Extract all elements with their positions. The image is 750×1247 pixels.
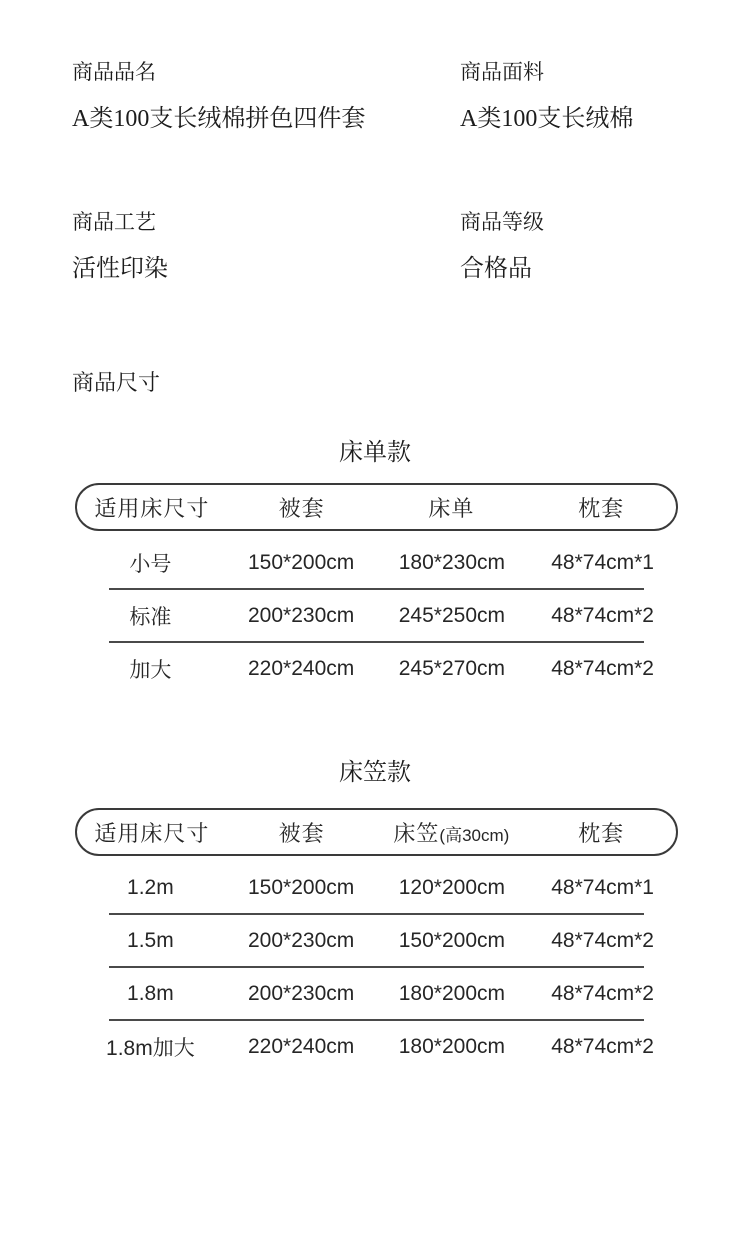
bed-sheet-table-title: 床单款	[339, 440, 411, 466]
bed-sheet-spec-table	[75, 483, 678, 694]
product-grade-field	[460, 212, 750, 282]
table-row	[75, 643, 678, 694]
table-cell: 120*200cm	[398, 875, 505, 899]
header-cell-bed-size: 适用床尺寸	[94, 495, 210, 521]
table-cell: 1.5m	[127, 928, 174, 952]
header-height-note: (高30cm)	[439, 825, 510, 845]
table-cell: 180*230cm	[398, 550, 505, 574]
table-cell: 150*200cm	[248, 550, 355, 574]
product-name-field	[72, 62, 392, 132]
table-cell: 220*240cm	[248, 656, 355, 680]
field-value: A类100支长绒棉	[460, 106, 634, 132]
table-cell: 48*74cm*2	[551, 981, 654, 1005]
table-cell: 200*230cm	[248, 928, 355, 952]
field-label: 商品面料	[460, 60, 544, 84]
table-row	[75, 590, 678, 641]
table-row	[75, 915, 678, 966]
table-cell: 150*200cm	[398, 928, 505, 952]
header-cell-duvet-cover: 被套	[278, 820, 325, 846]
fitted-sheet-spec-table	[75, 808, 678, 1072]
table-row	[75, 537, 678, 588]
table-cell: 48*74cm*2	[551, 656, 654, 680]
table-body	[75, 856, 678, 1072]
table-cell: 48*74cm*2	[551, 928, 654, 952]
table-cell: 加大	[129, 658, 172, 682]
fitted-sheet-table-title: 床笠款	[339, 760, 411, 786]
table-cell: 标准	[129, 605, 172, 629]
table-cell: 1.2m	[127, 875, 174, 899]
table-row	[75, 1021, 678, 1072]
header-cell-fitted-sheet	[377, 817, 527, 848]
table-cell: 200*230cm	[248, 981, 355, 1005]
table-cell: 180*200cm	[398, 981, 505, 1005]
table-cell: 200*230cm	[248, 603, 355, 627]
table-cell: 48*74cm*1	[551, 550, 654, 574]
header-cell-pillowcase: 枕套	[578, 820, 625, 846]
field-label: 商品等级	[460, 210, 544, 234]
table-header-pill	[75, 808, 678, 856]
table-cell: 180*200cm	[398, 1034, 505, 1058]
field-value: 合格品	[460, 256, 532, 282]
field-value: 活性印染	[72, 256, 168, 282]
table-cell: 220*240cm	[248, 1034, 355, 1058]
table-body	[75, 531, 678, 694]
table-cell: 48*74cm*2	[551, 603, 654, 627]
table-cell: 245*270cm	[398, 656, 505, 680]
header-cell-duvet-cover: 被套	[278, 495, 325, 521]
header-cell-flat-sheet: 床单	[428, 495, 475, 521]
table-cell: 小号	[129, 552, 172, 576]
field-label: 商品品名	[72, 60, 156, 84]
table-header-pill	[75, 483, 678, 531]
table-cell: 48*74cm*1	[551, 875, 654, 899]
size-section-heading: 商品尺寸	[72, 370, 161, 395]
header-cell-pillowcase: 枕套	[578, 495, 625, 521]
table-row	[75, 862, 678, 913]
table-row	[75, 968, 678, 1019]
header-cell-bed-size: 适用床尺寸	[94, 820, 210, 846]
product-craft-field	[72, 212, 392, 282]
field-label: 商品工艺	[72, 210, 156, 234]
table-cell: 1.8m加大	[106, 1036, 195, 1060]
table-cell: 48*74cm*2	[551, 1034, 654, 1058]
product-fabric-field	[460, 62, 750, 132]
header-main-text: 床笠	[393, 820, 440, 846]
field-value: A类100支长绒棉拼色四件套	[72, 106, 366, 132]
table-cell: 1.8m	[127, 981, 174, 1005]
table-cell: 245*250cm	[398, 603, 505, 627]
table-cell: 150*200cm	[248, 875, 355, 899]
